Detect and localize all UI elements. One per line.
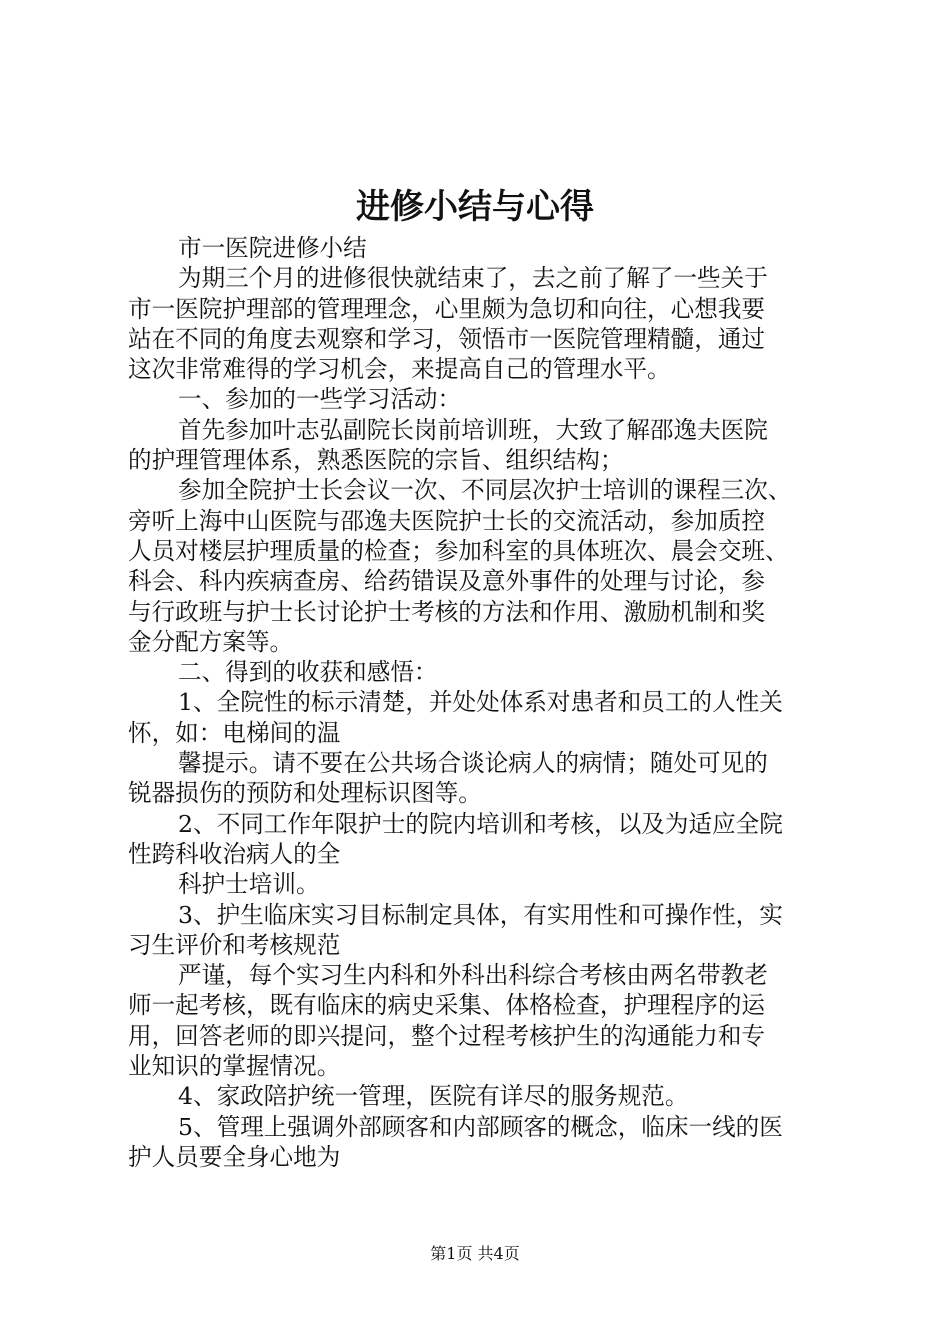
- text-line: 性跨科收治病人的全: [128, 839, 341, 868]
- text-line: 习生评价和考核规范: [128, 930, 341, 959]
- text-line: 的护理管理体系，熟悉医院的宗旨、组织结构；: [128, 446, 624, 475]
- text-line: 旁听上海中山医院与邵逸夫医院护士长的交流活动，参加质控: [128, 506, 766, 535]
- text-line: 二、得到的收获和感悟：: [178, 658, 438, 687]
- text-line: 科护士培训。: [178, 870, 320, 899]
- text-line: 1、全院性的标示清楚，并处处体系对患者和员工的人性关: [178, 688, 783, 717]
- text-line: 参加全院护士长会议一次、不同层次护士培训的课程三次、: [178, 476, 792, 505]
- text-line: 护人员要全身心地为: [128, 1142, 341, 1171]
- text-line: 首先参加叶志弘副院长岗前培训班，大致了解邵逸夫医院: [178, 415, 768, 444]
- text-line: 严谨，每个实习生内科和外科出科综合考核由两名带教老: [178, 961, 768, 990]
- text-line: 为期三个月的进修很快就结束了，去之前了解了一些关于: [178, 264, 768, 293]
- text-line: 5、管理上强调外部顾客和内部顾客的概念，临床一线的医: [178, 1112, 783, 1141]
- text-line: 金分配方案等。: [128, 627, 294, 656]
- text-line: 怀，如：电梯间的温: [128, 718, 341, 747]
- text-line: 与行政班与护士长讨论护士考核的方法和作用、激励机制和奖: [128, 597, 766, 626]
- text-line: 3、护生临床实习目标制定具体，有实用性和可操作性，实: [178, 900, 783, 929]
- text-line: 4、家政陪护统一管理，医院有详尽的服务规范。: [178, 1082, 689, 1111]
- text-line: 这次非常难得的学习机会，来提高自己的管理水平。: [128, 355, 671, 384]
- text-line: 师一起考核，既有临床的病史采集、体格检查，护理程序的运: [128, 991, 766, 1020]
- text-line: 市一医院护理部的管理理念，心里颇为急切和向往，心想我要: [128, 294, 766, 323]
- text-line: 站在不同的角度去观察和学习，领悟市一医院管理精髓，通过: [128, 324, 766, 353]
- text-line: 一、参加的一些学习活动：: [178, 385, 462, 414]
- text-line: 科会、科内疾病查房、给药错误及意外事件的处理与讨论，参: [128, 567, 766, 596]
- text-line: 市一医院进修小结: [178, 234, 367, 262]
- document-body: [128, 233, 834, 1172]
- text-line: 2、不同工作年限护士的院内培训和考核，以及为适应全院: [178, 809, 783, 838]
- text-line: 人员对楼层护理质量的检查；参加科室的具体班次、晨会交班、: [128, 536, 789, 565]
- text-line: 锐器损伤的预防和处理标识图等。: [128, 779, 482, 808]
- document-title: 进修小结与心得: [356, 187, 594, 227]
- text-line: 馨提示。请不要在公共场合谈论病人的病情；随处可见的: [178, 749, 768, 778]
- text-line: 业知识的掌握情况。: [128, 1052, 341, 1081]
- text-line: 用，回答老师的即兴提问，整个过程考核护生的沟通能力和专: [128, 1021, 766, 1050]
- page-footer: 第1页 共4页: [430, 1244, 520, 1263]
